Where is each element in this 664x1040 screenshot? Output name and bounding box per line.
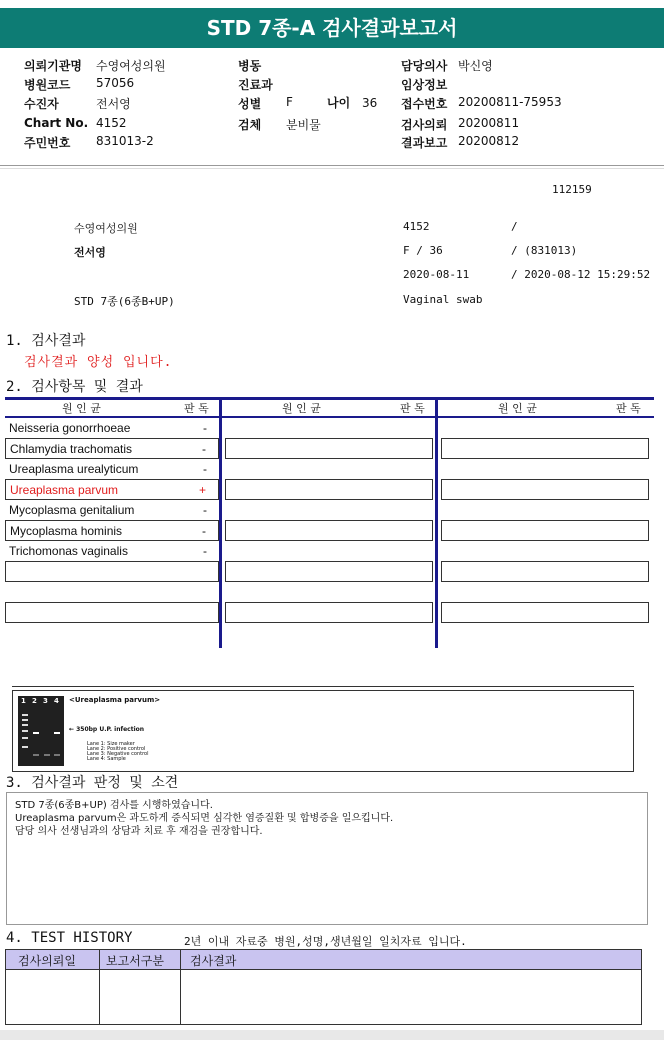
grid-col-result: 판 독	[184, 402, 209, 415]
empty-cell	[441, 479, 649, 500]
empty-cell	[441, 541, 649, 562]
pathogen-result: +	[198, 483, 206, 497]
gel-band	[22, 737, 28, 739]
pathogen-name: Trichomonas vaginalis	[9, 544, 128, 558]
empty-cell	[441, 561, 649, 582]
grid-top-rule	[5, 397, 654, 400]
sex-age: F / 36	[403, 244, 443, 257]
empty-cell	[225, 561, 433, 582]
gel-title: <Ureaplasma parvum>	[69, 696, 161, 704]
empty-cell	[441, 602, 649, 623]
patient-name: 전서영	[74, 246, 106, 259]
pathogen-row	[5, 500, 219, 521]
pathogen-name: Chlamydia trachomatis	[10, 442, 133, 456]
history-col-request-date: 검사의뢰일	[18, 954, 76, 968]
gel-legend-item: Lane 3: Negative control	[87, 751, 149, 757]
clinic-name: 수영여성의원	[74, 222, 138, 235]
section-1-heading: 1. 검사결과	[6, 333, 86, 349]
reported-datetime: / 2020-08-12 15:29:52	[511, 268, 651, 281]
age-label: 나이	[327, 96, 351, 110]
empty-cell	[441, 418, 649, 439]
grid-col-result: 판 독	[616, 402, 641, 415]
chart-number: 4152	[403, 220, 430, 233]
section-4-heading: 4. TEST HISTORY	[6, 930, 133, 946]
gel-lane-label: 3	[43, 697, 48, 705]
grid-col-pathogen: 원 인 균	[498, 402, 537, 415]
header-field-value: 57056	[96, 76, 135, 90]
header-field-value: 수영여성의원	[96, 59, 166, 73]
gel-legend-item: Lane 1: Size maker	[87, 741, 135, 747]
header-field-value: 전서영	[96, 97, 131, 111]
pathogen-row	[5, 438, 219, 459]
chart-slash: /	[511, 220, 518, 233]
header-field-label: 진료과	[238, 78, 273, 92]
grid-col-pathogen: 원 인 균	[62, 402, 101, 415]
report-title: STD 7종-A 검사결과보고서	[0, 8, 664, 48]
empty-cell	[225, 438, 433, 459]
section-3-heading: 3. 검사결과 판정 및 소견	[6, 775, 179, 791]
empty-cell	[5, 602, 219, 623]
gel-band-label: ← 350bp U.P. infection	[69, 726, 145, 733]
gel-band	[22, 714, 28, 716]
header-field-value: 831013-2	[96, 134, 154, 148]
header-field-value: 분비물	[286, 118, 321, 132]
history-column-rule	[180, 950, 181, 1024]
header-field-label: 임상정보	[401, 78, 448, 92]
gel-band	[44, 754, 50, 756]
header-field-value: 20200811-75953	[458, 95, 562, 109]
gel-legend-item: Lane 4: Sample	[87, 756, 126, 762]
pathogen-row	[5, 520, 219, 541]
gel-band	[54, 754, 60, 756]
pathogen-result: -	[203, 421, 207, 435]
section-2-heading: 2. 검사항목 및 결과	[6, 379, 143, 395]
findings-line: STD 7종(6종B+UP) 검사를 시행하였습니다.	[15, 800, 213, 811]
gel-band-positive-control	[33, 732, 39, 734]
empty-cell	[225, 520, 433, 541]
gel-lane-label: 2	[32, 697, 37, 705]
gel-legend-item: Lane 2: Positive control	[87, 746, 146, 752]
empty-cell	[5, 581, 219, 602]
header-field-label: 성별	[238, 97, 262, 111]
grid-column-separator	[219, 400, 222, 648]
pathogen-name: Mycoplasma hominis	[10, 524, 123, 538]
empty-cell	[225, 479, 433, 500]
pathogen-name: Neisseria gonorrhoeae	[9, 421, 131, 435]
pathogen-name: Mycoplasma genitalium	[9, 503, 135, 517]
empty-cell	[441, 520, 649, 541]
grid-column-separator	[435, 400, 438, 648]
history-table	[5, 949, 642, 1025]
pathogen-name: Ureaplasma parvum	[10, 483, 119, 497]
specimen-type: Vaginal swab	[403, 293, 483, 306]
findings-line: Ureaplasma parvum은 과도하게 증식되면 심각한 염증질환 및 합병증을 일으킵니다.	[15, 813, 394, 824]
history-table-header	[6, 950, 641, 970]
grid-col-pathogen: 원 인 균	[282, 402, 321, 415]
header-field-label: 결과보고	[401, 136, 448, 150]
empty-cell	[441, 438, 649, 459]
empty-cell	[225, 459, 433, 480]
pathogen-result: -	[203, 503, 207, 517]
footer-bar	[0, 1030, 664, 1040]
report-code: 112159	[552, 183, 592, 196]
pathogen-result: -	[203, 462, 207, 476]
header-field-label: 의뢰기관명	[24, 59, 82, 73]
header-field-label: 검체	[238, 118, 262, 132]
header-divider	[0, 165, 664, 166]
header-field-value: 박신영	[458, 59, 493, 73]
header-field-label: 검사의뢰	[401, 118, 448, 132]
empty-cell	[441, 459, 649, 480]
pathogen-result: -	[202, 442, 206, 456]
history-col-report-type: 보고서구분	[106, 954, 164, 968]
empty-cell	[225, 602, 433, 623]
header-divider-shadow	[0, 168, 664, 169]
grid-col-result: 판 독	[400, 402, 425, 415]
pathogen-name: Ureaplasma urealyticum	[9, 462, 139, 476]
empty-cell	[5, 561, 219, 582]
pathogen-result: -	[202, 524, 206, 538]
header-field-label: 접수번호	[401, 97, 448, 111]
header-field-label: 주민번호	[24, 136, 71, 150]
gel-lane-label: 1	[21, 697, 26, 705]
header-field-label: 병동	[238, 59, 262, 73]
empty-cell	[225, 500, 433, 521]
header-field-value: 4152	[96, 116, 127, 130]
header-field-label: 담당의사	[401, 59, 448, 73]
empty-cell	[225, 418, 433, 439]
birth-date: / (831013)	[511, 244, 578, 257]
received-date: 2020-08-11	[403, 268, 470, 281]
history-note: 2년 이내 자료중 병원,성명,생년월일 일치자료 입니다.	[184, 935, 467, 948]
header-field-value: 20200812	[458, 134, 520, 148]
gel-band-sample	[54, 732, 60, 734]
gel-band	[22, 746, 28, 748]
history-col-result: 검사결과	[190, 954, 237, 968]
empty-cell	[441, 500, 649, 521]
pathogen-result: -	[203, 544, 207, 558]
overall-result: 검사결과 양성 입니다.	[24, 355, 173, 370]
gel-top-rule	[12, 686, 634, 687]
gel-band	[22, 724, 28, 726]
pathogen-row	[5, 479, 219, 500]
gel-lane-label: 4	[54, 697, 59, 705]
pathogen-row	[5, 459, 219, 480]
header-field-value: F	[286, 95, 293, 109]
history-column-rule	[99, 950, 100, 1024]
age-field	[327, 94, 377, 111]
header-field-label: Chart No.	[24, 116, 89, 130]
gel-band	[22, 719, 28, 721]
findings-line: 담당 의사 선생님과의 상담과 치료 후 재검을 권장합니다.	[15, 826, 263, 837]
empty-cell	[225, 581, 433, 602]
gel-band	[22, 730, 28, 732]
header-field-label: 병원코드	[24, 78, 71, 92]
gel-electrophoresis-panel	[12, 690, 634, 772]
gel-image	[18, 696, 64, 766]
header-field-label: 수진자	[24, 97, 59, 111]
age-value: 36	[362, 96, 378, 110]
header-field-value: 20200811	[458, 116, 520, 130]
test-name: STD 7종(6종B+UP)	[74, 295, 175, 308]
pathogen-row	[5, 418, 219, 439]
gel-band	[33, 754, 39, 756]
pathogen-row	[5, 541, 219, 562]
empty-cell	[441, 581, 649, 602]
empty-cell	[225, 541, 433, 562]
findings-box	[6, 792, 648, 925]
